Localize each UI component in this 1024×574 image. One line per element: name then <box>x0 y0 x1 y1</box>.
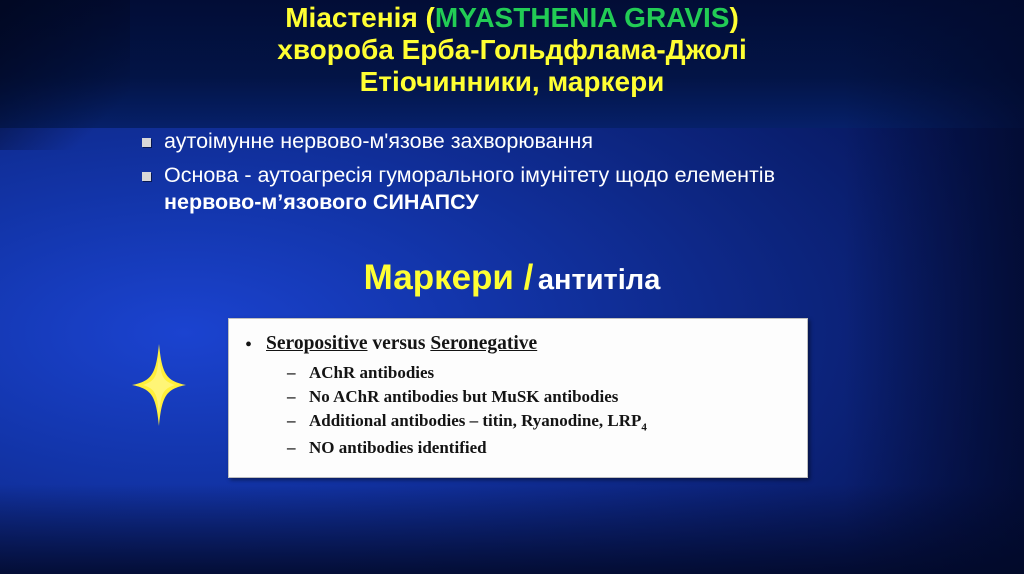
antibody-item-2: No AChR antibodies but MuSK antibodies <box>309 387 619 407</box>
list-item <box>287 385 807 409</box>
antibody-item-3-text: Additional antibodies – titin, Ryanodine, LRP <box>309 411 642 431</box>
list-item <box>287 361 807 385</box>
antibody-panel <box>228 318 808 478</box>
slide-title <box>0 2 1024 99</box>
antibody-item-4: NO antibodies identified <box>309 438 487 458</box>
title-latin-term: MYASTHENIA GRAVIS <box>434 2 730 33</box>
round-bullet-icon: • <box>245 334 253 356</box>
sparkle-star-icon <box>128 340 190 430</box>
slide-bottom-shading <box>0 484 1024 574</box>
list-item <box>142 162 842 217</box>
bullet-text-1: аутоімунне нервово-м'язове захворювання <box>164 129 594 153</box>
dash-bullet-icon: – <box>287 411 296 431</box>
dash-bullet-icon: – <box>287 387 296 407</box>
dash-bullet-icon: – <box>287 438 296 458</box>
title-line-3: Етіочинники, маркери <box>359 66 665 98</box>
list-item <box>142 128 842 156</box>
dash-bullet-icon: – <box>287 363 296 382</box>
bullet-text-2-bold: нервово-м’язового СИНАПСУ <box>164 190 479 215</box>
markers-heading-primary: Маркери / <box>363 258 534 297</box>
list-item <box>287 409 807 436</box>
heading-seropositive: Seropositive <box>266 333 368 354</box>
antibody-sub-list <box>229 361 807 460</box>
markers-heading <box>0 258 1024 298</box>
antibody-panel-heading <box>266 333 537 355</box>
antibody-item-3 <box>309 409 647 436</box>
markers-heading-secondary: антитіла <box>537 264 661 296</box>
bullet-text-2-plain: Основа - аутоагресія гуморального імунітету щодо елементів <box>164 162 775 187</box>
bullet-text-2 <box>164 162 842 217</box>
antibody-item-1: AChR antibodies <box>309 363 435 382</box>
bullet-list <box>142 128 842 223</box>
title-line-2: хвороба Ерба-Гольдфлама-Джолі <box>277 34 747 66</box>
antibody-item-3-subscript: 4 <box>641 421 647 434</box>
heading-seronegative: Seronegative <box>430 333 538 354</box>
square-bullet-icon <box>142 138 151 147</box>
title-ukr-term: Міастенія ( <box>285 2 435 33</box>
antibody-panel-header-row <box>229 319 807 355</box>
list-item <box>287 436 807 460</box>
title-line-1 <box>0 2 1024 34</box>
heading-versus: versus <box>367 333 431 354</box>
square-bullet-icon <box>142 172 151 181</box>
title-paren-close: ) <box>729 2 739 33</box>
